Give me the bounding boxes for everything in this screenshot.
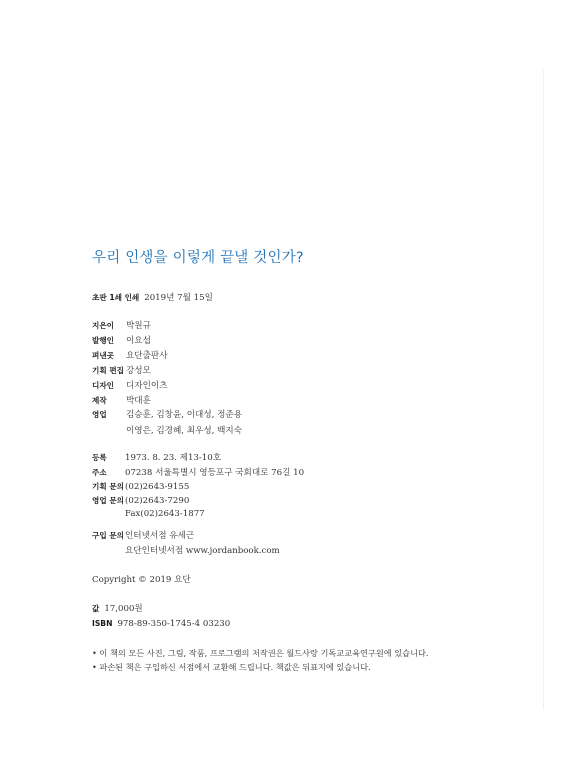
credit-label: 디자인 xyxy=(92,381,115,390)
copyright-line: Copyright © 2019 요단 xyxy=(92,575,191,585)
purchase-row xyxy=(92,530,194,542)
info-value: 1973. 8. 23. 제13-10호 xyxy=(125,453,222,463)
isbn-row xyxy=(92,618,230,630)
credit-label: 지은이 xyxy=(92,321,115,330)
credit-value: 이요섭 xyxy=(126,336,151,346)
notice-copyright: • 이 책의 모든 사진, 그림, 작품, 프로그램의 저작권은 월드사랑 기독교교육연구원에 있습니다. xyxy=(92,648,429,658)
first-print-date: 2019년 7월 15일 xyxy=(144,293,213,303)
website: 요단인터넷서점 www.jordanbook.com xyxy=(125,546,280,556)
credit-value: 박대훈 xyxy=(126,396,151,406)
info-label: 등록 xyxy=(92,453,107,462)
info-value: 07238 서울특별시 영등포구 국회대로 76길 10 xyxy=(125,468,305,478)
credit-row-publisher xyxy=(92,335,151,347)
credit-label: 펴낸곳 xyxy=(92,351,115,360)
credit-label: 기획 편집 xyxy=(92,366,124,375)
credit-value: 디자인이츠 xyxy=(126,381,168,391)
info-value: (02)2643-9155 xyxy=(125,482,190,492)
first-print-label: 초판 1쇄 인쇄 xyxy=(92,293,140,302)
credit-row-production xyxy=(92,395,151,407)
credit-row-design xyxy=(92,380,168,392)
price-value: 17,000원 xyxy=(104,604,143,614)
purchase-value: 인터넷서점 유세근 xyxy=(125,531,195,541)
page-edge-line xyxy=(543,70,544,710)
info-label: 주소 xyxy=(92,468,107,477)
credit-row-publishing-house xyxy=(92,350,168,362)
book-title: 우리 인생을 이렇게 끝낼 것인가? xyxy=(92,250,304,266)
info-label: 기획 문의 xyxy=(92,482,124,491)
info-row-sales-inquiry xyxy=(92,495,189,507)
notice-exchange: • 파손된 책은 구입하신 서점에서 교환해 드립니다. 책값은 뒤표지에 있습니다. xyxy=(92,662,371,672)
credit-label: 제작 xyxy=(92,396,107,405)
credit-value: 박원규 xyxy=(126,321,151,331)
first-print-row xyxy=(92,292,213,304)
price-label: 값 xyxy=(92,604,100,613)
info-row-planning-inquiry xyxy=(92,481,189,493)
price-row xyxy=(92,603,143,615)
credit-label: 발행인 xyxy=(92,336,115,345)
info-label: 영업 문의 xyxy=(92,496,124,505)
purchase-label: 구입 문의 xyxy=(92,531,124,540)
credit-row-author xyxy=(92,320,151,332)
info-row-registration xyxy=(92,452,221,464)
credit-value: 김승훈, 김창윤, 이대성, 정준용 xyxy=(126,410,243,420)
credit-row-editor xyxy=(92,365,151,377)
info-value: (02)2643-7290 xyxy=(125,496,190,506)
fax-number: Fax(02)2643-1877 xyxy=(125,509,205,519)
credit-label: 영업 xyxy=(92,410,107,419)
credit-row-sales xyxy=(92,409,242,421)
credit-value: 강성모 xyxy=(126,366,151,376)
info-row-address xyxy=(92,467,304,479)
isbn-value: 978-89-350-1745-4 03230 xyxy=(117,619,231,629)
sales-continued: 이영은, 김경혜, 최우성, 백지숙 xyxy=(126,426,243,436)
credit-value: 요단출판사 xyxy=(126,351,168,361)
isbn-label: ISBN xyxy=(92,619,113,628)
